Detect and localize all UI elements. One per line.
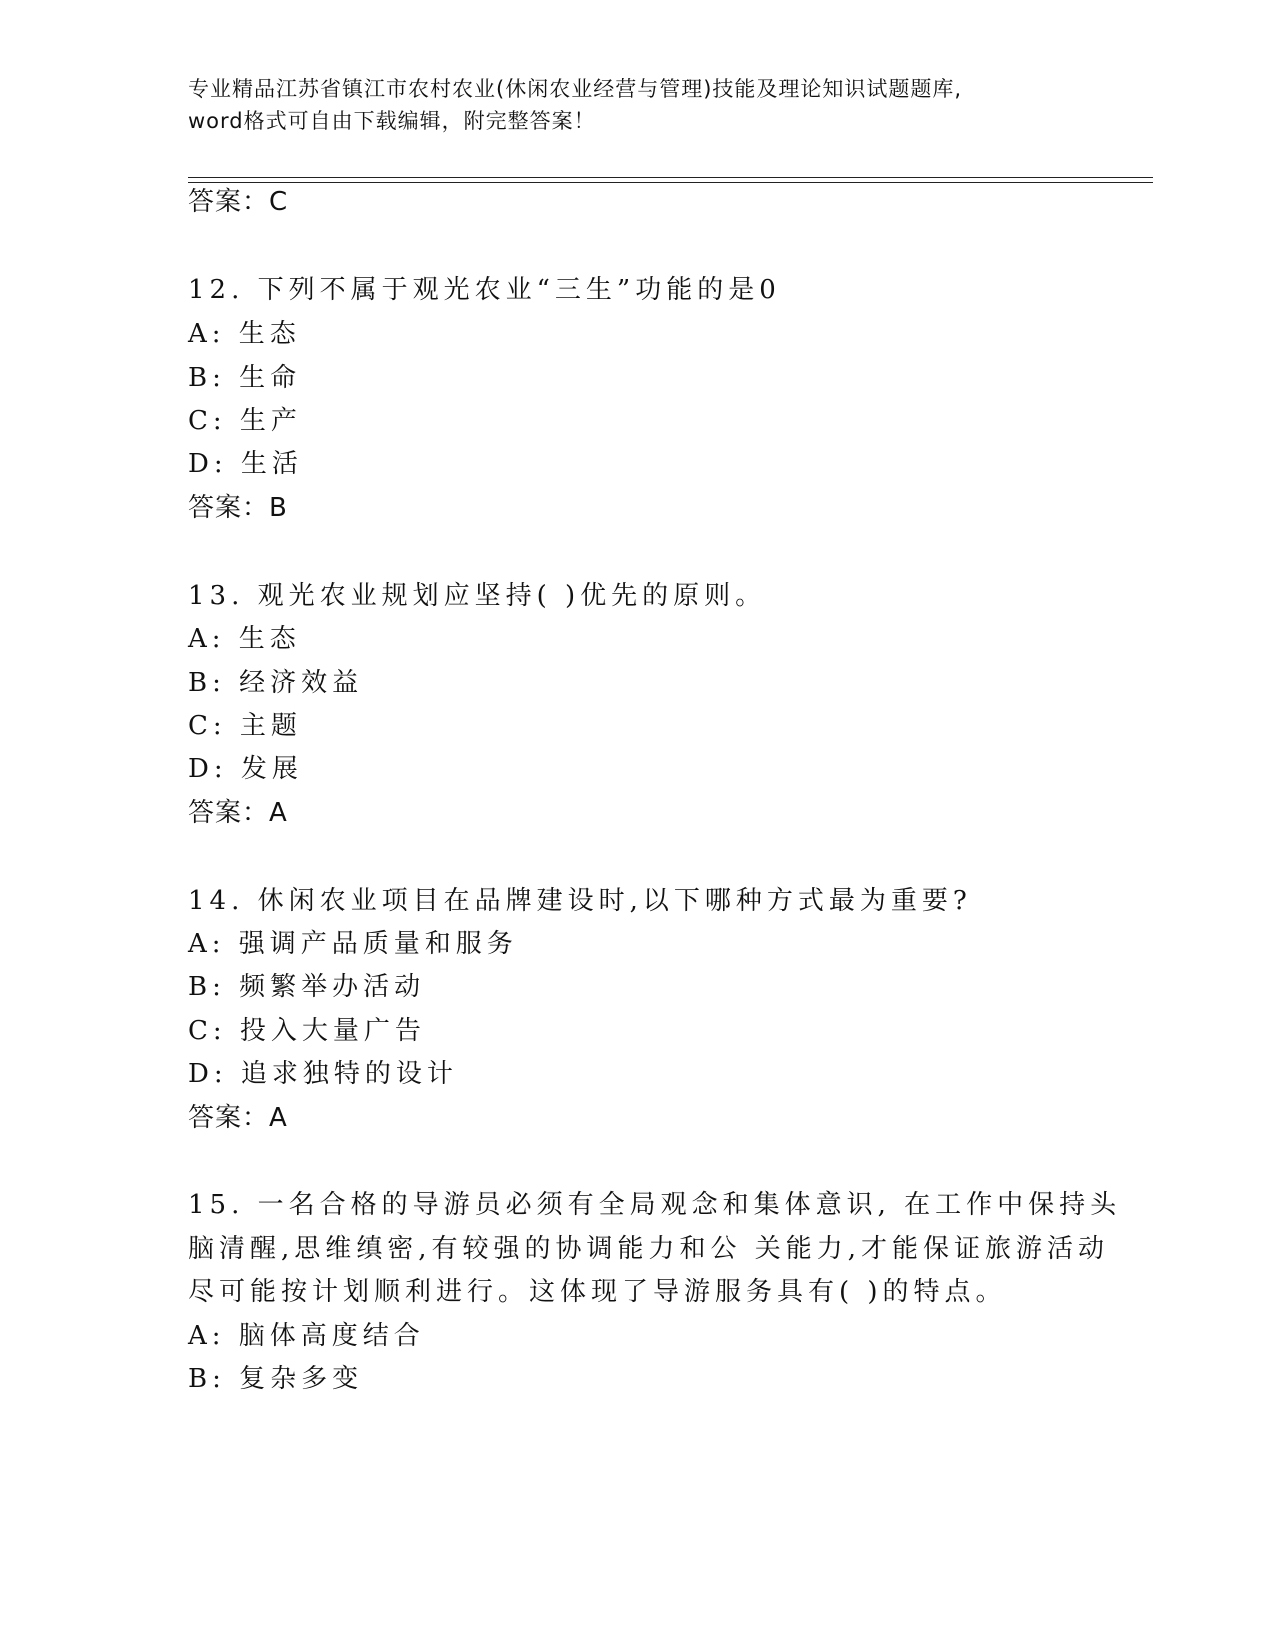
question-stem: 12. 下列不属于观光农业“三生”功能的是0 xyxy=(188,275,781,305)
option-b: B: 生命 xyxy=(188,363,302,393)
option-b: B: 经济效益 xyxy=(188,668,364,698)
option-d: D: 生活 xyxy=(188,449,303,479)
option-a: A: 强调产品质量和服务 xyxy=(188,929,518,959)
option-c: C: 主题 xyxy=(188,711,302,741)
header-title-line: 专业精品江苏省镇江市农村农业(休闲农业经营与管理)技能及理论知识试题题库, xyxy=(188,77,963,101)
option-a: A: 生态 xyxy=(188,319,301,349)
question-stem-line: 尽可能按计划顺利进行。这体现了导游服务具有( )的特点。 xyxy=(188,1277,1007,1307)
question-stem-line: 15. 一名合格的导游员必须有全局观念和集体意识, 在工作中保持头 xyxy=(188,1190,1122,1220)
answer-line: 答案：A xyxy=(188,798,288,828)
option-d: D: 追求独特的设计 xyxy=(188,1059,458,1089)
answer-line: 答案：C xyxy=(188,187,289,217)
header-divider-bottom xyxy=(188,182,1153,183)
option-b: B: 复杂多变 xyxy=(188,1364,364,1394)
header-divider-top xyxy=(188,177,1153,178)
document-header xyxy=(188,73,1088,137)
question-stem-line: 脑清醒,思维缜密,有较强的协调能力和公 关能力,才能保证旅游活动 xyxy=(188,1234,1110,1264)
option-c: C: 生产 xyxy=(188,406,302,436)
header-subtitle-line: word格式可自由下载编辑，附完整答案！ xyxy=(188,109,596,133)
question-stem: 14. 休闲农业项目在品牌建设时,以下哪种方式最为重要? xyxy=(188,886,972,916)
answer-line: 答案：B xyxy=(188,493,288,523)
option-c: C: 投入大量广告 xyxy=(188,1016,426,1046)
option-a: A: 脑体高度结合 xyxy=(188,1321,425,1351)
question-stem: 13. 观光农业规划应坚持( )优先的原则。 xyxy=(188,581,767,611)
option-d: D: 发展 xyxy=(188,754,303,784)
answer-line: 答案：A xyxy=(188,1103,288,1133)
option-a: A: 生态 xyxy=(188,624,301,654)
option-b: B: 频繁举办活动 xyxy=(188,972,426,1002)
